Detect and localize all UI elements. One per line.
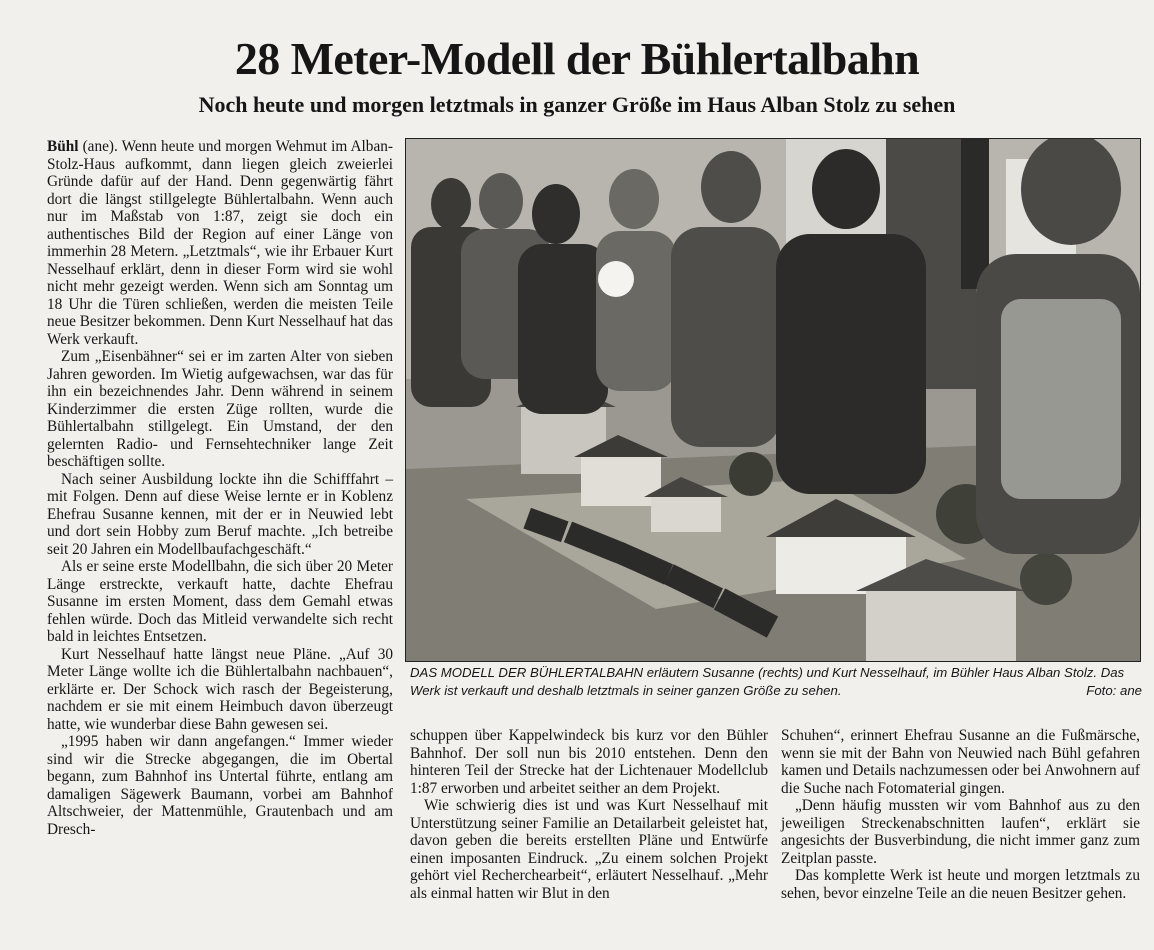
article-paragraph: Zum „Eisenbähner“ sei er im zarten Alter von sieben Jahren geworden. Im Wietig aufgewachsen, war das für ihn ein bezeichnendes Jahr. Denn während in seinem Kinderzimmer die ersten Züge rollten, wurde die Bühlertalbahn stillgelegt. Ein Umstand, der den gelernten Radio- und Fernsehtechniker lange Zeit beschäftigen sollte. <box>47 348 393 470</box>
article-paragraph: Als er seine erste Modellbahn, die sich über 20 Meter Länge erstreckte, verkauft hatte, dachte Ehefrau Susanne im ersten Moment, dass dem Gemahl etwas fehlen würde. Doch das Mitleid verwandelte sich recht bald in leichtes Entsetzen. <box>47 558 393 645</box>
photo-caption <box>410 664 1142 700</box>
article-column-1 <box>47 138 393 838</box>
headline: 28 Meter-Modell der Bühlertalbahn <box>234 33 920 84</box>
subheadline: Noch heute und morgen letztmals in ganzer Größe im Haus Alban Stolz zu sehen <box>198 92 956 117</box>
byline: (ane). <box>82 138 118 155</box>
article-paragraph: Wie schwierig dies ist und was Kurt Nesselhauf mit Unterstützung seiner Familie an Detailarbeit geleistet hat, davon geben die bereits erstellten Pläne und Entwürfe einen imposanten Eindruck. „Zu einem solchen Projekt gehört viel Recherchearbeit“, erläutert Nesselhauf. „Mehr als einmal hatten wir Blut in den <box>410 797 768 902</box>
photo-credit: Foto: ane <box>1086 683 1142 698</box>
article-paragraph: Nach seiner Ausbildung lockte ihn die Schifffahrt – mit Folgen. Denn auf diese Weise lernte er in Koblenz Ehefrau Susanne kennen, mit der er in Neuwied lebt und dort sein Hobby zum Beruf machte. „Ich betreibe seit 20 Jahren ein Modellbaufachgeschäft.“ <box>47 470 393 558</box>
article-paragraph <box>47 138 393 348</box>
news-photo <box>405 138 1141 662</box>
article-paragraph: Schuhen“, erinnert Ehefrau Susanne an die Fußmärsche, wenn sie mit der Bahn von Neuwied nach Bühl gefahren kamen und Details nachzumessen oder bei Anwohnern auf die Suche nach Fotomaterial gingen. <box>781 727 1140 797</box>
photo-illustration <box>406 139 1140 661</box>
article-paragraph: Das komplette Werk ist heute und morgen letztmals zu sehen, bevor einzelne Teile an die neuen Besitzer gehen. <box>781 867 1140 902</box>
paragraph-text: Wenn heute und morgen Wehmut im Alban-Stolz-Haus aufkommt, dann liegen gleich zweierlei Gründe dafür auf der Hand. Denn gegenwärtig fährt dort die längst stillgelegte Bühlertalbahn. Wenn auch nur im Maßstab von 1:87, zeigt sie doch ein authentisches Bild der Region auf einer Länge von immerhin 28 Metern. „Letztmals“, wie ihr Erbauer Kurt Nesselhauf erklärt, denn in dieser Form wird sie wohl nicht mehr gezeigt werden. Wenn sich am Sonntag um 18 Uhr die Türen schließen, werden die meisten Teile neue Besitzer bekommen. Denn Kurt Nesselhauf hat das Werk verkauft. <box>47 138 393 348</box>
article-paragraph: schuppen über Kappelwindeck bis kurz vor den Bühler Bahnhof. Der soll nun bis 2010 entstehen. Denn den hinteren Teil der Strecke hat der Lichtenauer Modellclub 1:87 erworben und arbeitet seither an dem Projekt. <box>410 727 768 797</box>
article-column-3 <box>781 727 1140 902</box>
article-paragraph: „Denn häufig mussten wir vom Bahnhof aus zu den jeweiligen Streckenabschnitten laufen“, erklärt sie angesichts der Busverbindung, die nicht immer ganz zum Zeitplan passte. <box>781 797 1140 867</box>
caption-lead: DAS MODELL DER BÜHLERTALBAHN <box>410 665 644 680</box>
article-column-2 <box>410 727 768 902</box>
caption-text: erläutern Susanne (rechts) und Kurt Nesselhauf, im Bühler Haus Alban Stolz. Das Werk ist verkauft und deshalb letztmals in seiner ganzen Größe zu sehen. <box>410 665 1125 698</box>
article-paragraph: „1995 haben wir dann angefangen.“ Immer wieder sind wir die Strecke abgegangen, die im Obertal begann, zum Bahnhof ins Untertal führte, entlang am damaligen Sägewerk Baumann, vorbei am Bahnhof Altschweier, der Mattenmühle, Grautenbach und am Dresch- <box>47 733 393 838</box>
dateline: Bühl <box>47 138 79 155</box>
article-paragraph: Kurt Nesselhauf hatte längst neue Pläne. „Auf 30 Meter Länge wollte ich die Bühlertalbahn nachbauen“, erklärte er. Der Schock wich rasch der Begeisterung, nachdem er sie mit einem Heimbuch davon überzeugt hatte, wie wunderbar diese Bahn gewesen sei. <box>47 645 393 733</box>
